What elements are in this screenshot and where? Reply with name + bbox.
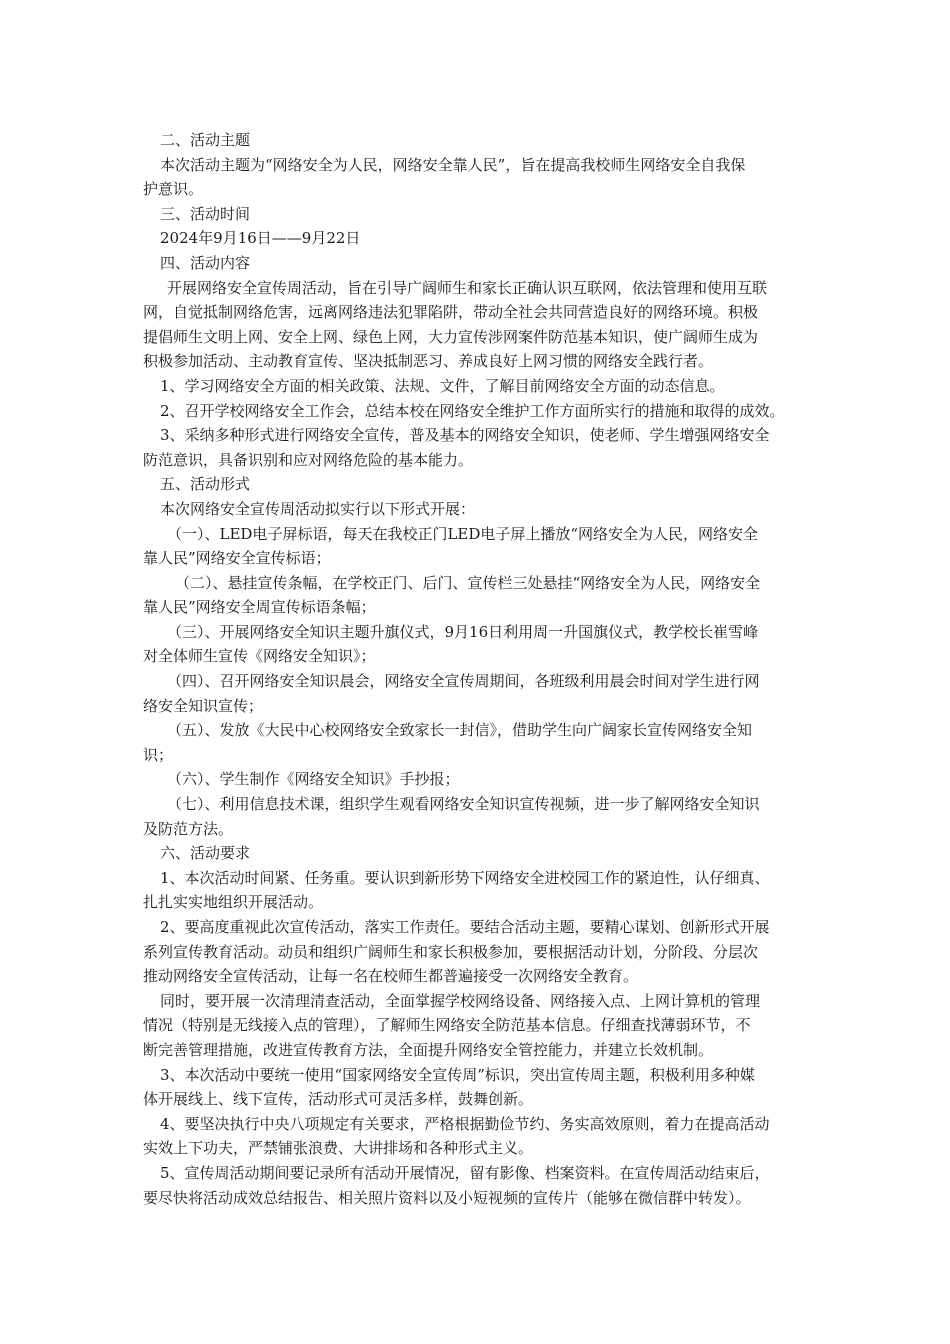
text-line: 五、活动形式	[160, 475, 251, 494]
text-line: （七）、利用信息技术课，组织学生观看网络安全知识宣传视频，进一步了解网络安全知识	[167, 795, 760, 814]
text-line: 实效上下功夫，严禁铺张浪费、大讲排场和各种形式主义。	[143, 1139, 534, 1158]
text-line: 本次活动主题为“网络安全为人民，网络安全靠人民”，旨在提高我校师生网络安全自我保	[160, 155, 746, 174]
document-body	[143, 128, 823, 1210]
text-line: 本次网络安全宣传周活动拟实行以下形式开展：	[160, 499, 476, 518]
text-line: （五）、发放《大民中心校网络安全致家长一封信》，借助学生向广阔家长宣传网络安全知	[167, 721, 753, 740]
text-line: 3、采纳多种形式进行网络安全宣传，普及基本的网络安全知识，使老师、学生增强网络安全	[160, 426, 770, 445]
text-line: 积极参加活动、主动教育宣传、坚决抵制恶习、养成良好上网习惯的网络安全践行者。	[143, 352, 714, 371]
text-line: 对全体师生宣传《网络安全知识》；	[143, 647, 376, 666]
text-line: 要尽快将活动成效总结报告、相关照片资料以及小短视频的宣传片（能够在微信群中转发）。	[143, 1188, 751, 1207]
text-line: 四、活动内容	[160, 253, 251, 272]
text-line: 识；	[143, 745, 174, 764]
text-line: 网，自觉抵制网络危害，远离网络违法犯罪陷阱，带动全社会共同营造良好的网络环境。积极	[143, 303, 759, 322]
text-line: （二）、悬挂宣传条幅，在学校正门、后门、宣传栏三处悬挂“网络安全为人民，网络安全	[175, 573, 761, 592]
text-line: 3、本次活动中要统一使用“国家网络安全宣传周”标识，突出宣传周主题，积极利用多种媒	[160, 1065, 755, 1084]
text-line: 断完善管理措施，改进宣传教育方法，全面提升网络安全管控能力，并建立长效机制。	[143, 1040, 714, 1059]
text-line: 三、活动时间	[160, 204, 251, 223]
text-line: 推动网络安全宣传活动，让每一名在校师生都普遍接受一次网络安全教育。	[143, 967, 639, 986]
text-line: 4、要坚决执行中央八项规定有关要求，严格根据勤俭节约、务实高效原则，着力在提高活动	[160, 1114, 770, 1133]
text-line: 二、活动主题	[160, 131, 251, 149]
text-line: 5、宣传周活动期间要记录所有活动开展情况，留有影像、档案资料。在宣传周活动结束后，	[160, 1163, 770, 1182]
text-line: 六、活动要求	[160, 844, 251, 863]
text-line: 开展网络安全宣传周活动，旨在引导广阔师生和家长正确认识互联网，依法管理和使用互联	[167, 278, 768, 297]
text-line: 2、要高度重视此次宣传活动，落实工作责任。要结合活动主题，要精心谋划、创新形式开展	[160, 918, 770, 936]
text-line: （一）、LED电子屏标语，每天在我校正门LED电子屏上播放“网络安全为人民，网络安全	[167, 524, 759, 543]
text-line: 扎扎实实地组织开展活动。	[143, 893, 324, 912]
text-line: 提倡师生文明上网、安全上网、绿色上网，大力宣传涉网案件防范基本知识，使广阔师生成为	[143, 327, 759, 346]
text-line: 系列宣传教育活动。动员和组织广阔师生和家长积极参加，要根据活动计划，分阶段、分层次	[143, 942, 759, 961]
text-line: 靠人民”网络安全宣传标语；	[143, 549, 331, 568]
text-line: 同时，要开展一次清理清查活动，全面掌握学校网络设备、网络接入点、上网计算机的管理	[160, 991, 761, 1010]
text-line: （六）、学生制作《网络安全知识》手抄报；	[167, 770, 460, 789]
text-line: 络安全知识宣传；	[143, 696, 264, 715]
text-line: 防范意识，具备识别和应对网络危险的基本能力。	[143, 450, 474, 469]
text-line: 2024年9月16日——9月22日	[160, 229, 361, 248]
text-line: 体开展线上、线下宣传，活动形式可灵活多样，鼓舞创新。	[143, 1090, 534, 1109]
text-line: 1、本次活动时间紧、任务重。要认识到新形势下网络安全进校园工作的紧迫性，认仔细真、	[160, 868, 770, 887]
text-line: 靠人民”网络安全周宣传标语条幅；	[143, 598, 376, 617]
text-line: （三）、开展网络安全知识主题升旗仪式，9月16日利用周一升国旗仪式，教学校长崔雪峰	[167, 622, 759, 641]
text-line: 护意识。	[143, 180, 204, 199]
text-line: 2、召开学校网络安全工作会，总结本校在网络安全维护工作方面所实行的措施和取得的成效。	[160, 401, 785, 420]
text-line: （四）、召开网络安全知识晨会，网络安全宣传周期间，各班级利用晨会时间对学生进行网	[167, 672, 760, 691]
text-line: 1、学习网络安全方面的相关政策、法规、文件，了解目前网络安全方面的动态信息。	[160, 376, 725, 395]
text-line: 及防范方法。	[143, 819, 234, 838]
text-line: 情况（特别是无线接入点的管理），了解师生网络安全防范基本信息。仔细查找薄弱环节，不	[143, 1016, 751, 1035]
